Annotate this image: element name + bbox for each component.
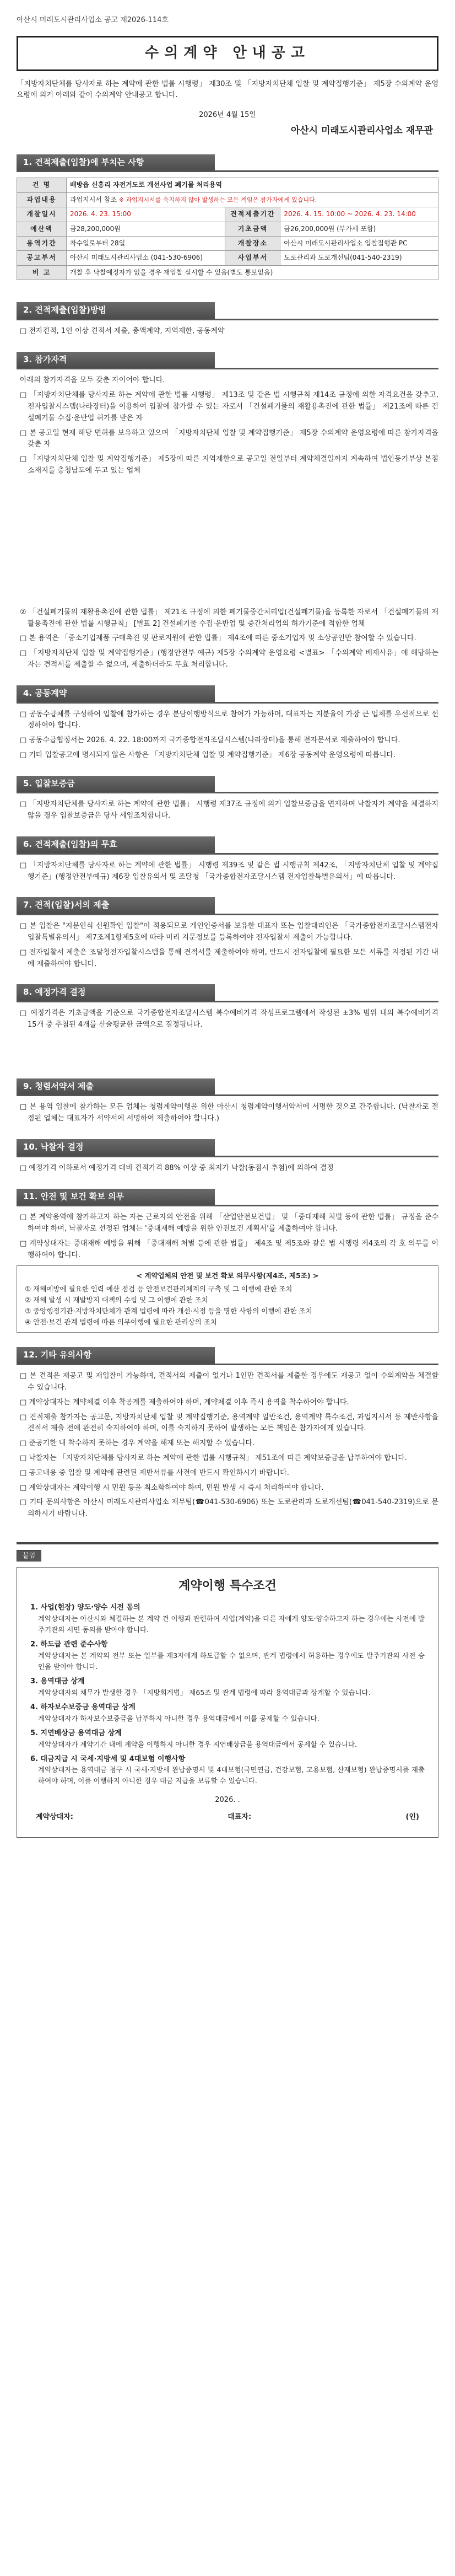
name-value: 배방읍 신흥리 자전거도로 개선사업 폐기물 처리용역 [67,178,438,192]
signature-representative: 대표자: [228,1813,252,1822]
section-3-item-6: □ 「지방자치단체 입찰 및 계약집행기준」(행정안전부 예규) 제5장 수의계약 운영요령 <별표> 「수의계약 배제사유」에 해당하는 자는 견적서를 제출할 수 없으며, 제출하더라도 무효 처리합니다. [20,649,438,669]
special-text-6: 계약상대자는 용역대금 청구 시 국세·지방세 완납증명서 및 4대보험(국민연금, 건강보험, 고용보험, 산재보험) 완납증명서를 제출하여야 하며, 이를 이행하지 아니한 경우 대금 지급을 보류할 수 있습니다. [38,1765,425,1785]
scope-value: 과업지시서 참조 [70,195,117,203]
section-10-item-1: □ 예정가격 이하로서 예정가격 대비 견적가격 88% 이상 중 최저가 낙찰(동점시 추첨)에 의하여 결정 [20,1163,334,1172]
section-rule [17,319,438,320]
section-3-item-2: □ 본 공고일 현재 해당 면허를 보유하고 있으며 「지방자치단체 입찰 및 계약집행기준」 제5장 수의계약 운영요령에 따른 참가자격을 갖춘 자 [20,428,438,449]
section-7-item-2: □ 전자입찰서 제출은 조달청전자입찰시스템을 통해 견적서를 제출하여야 하며, 반드시 전자입찰에 필요한 모든 서류를 지정된 기간 내에 제출하여야 합니다. [20,948,438,968]
special-heading-6: 6. 대금지급 시 국세·지방세 및 4대보험 이행사항 [30,1754,186,1763]
special-text-4: 계약상대자가 하자보수보증금을 납부하지 아니한 경우 용역대금에서 이를 공제할 수 있습니다. [38,1714,319,1722]
scope-cell [67,192,438,207]
section-rule [17,702,438,704]
section-12-item-5: □ 낙찰자는 「지방자치단체를 당사자로 하는 계약에 관한 법률 시행규칙」 제51조에 따른 계약보증금을 납부하여야 합니다. [20,1454,407,1463]
section-3-lead: 아래의 참가자격을 모두 갖춘 자이어야 합니다. [20,376,165,385]
section-9-item-1: □ 본 용역 입찰에 참가하는 모든 업체는 청렴계약이행을 위한 아산시 청렴계약이행서약서에 서명한 것으로 간주합니다. (낙찰자로 결정된 업체는 대표자가 서약서에 서명하여 제출하여야 합니다.) [20,1103,438,1123]
section-rule [17,1364,438,1365]
budget-label: 예산액 [17,222,67,236]
section-11-item-2: □ 계약상대자는 중대재해 예방을 위해 「중대재해 처벌 등에 관한 법률」 제4조 및 제5조와 같은 법 시행령 제4조의 각 호 의무를 이행하여야 합니다. [20,1239,438,1259]
section-6-item-1: □ 「지방자치단체를 당사자로 하는 계약에 관한 법률」 시행령 제39조 및 같은 법 시행규칙 제42조, 「지방자치단체 입찰 및 계약집행기준」(행정안전부예규) 제6장 입찰유의서 및 조달청 「국가종합전자조달시스템 전자입찰특별유의서」에 따릅니다. [20,861,438,881]
opening-label: 개찰일시 [17,207,67,222]
section-3-item-3: □ 「지방자치단체 입찰 및 계약집행기준」 제5장에 따른 지역제한으로 공고일 전일부터 계약체결일까지 계속하여 법인등기부상 본점소재지를 충청남도에 두고 있는 업체 [20,455,438,475]
blank-space [17,480,438,607]
notice-date: 2026년 4월 15일 [199,111,256,120]
section-8-item-1: □ 예정가격은 기초금액을 기준으로 국가종합전자조달시스템 복수예비가격 작성프로그램에서 작성된 ±3% 범위 내의 복수예비가격 15개 중 추첨된 4개를 산술평균한 금액으로 결정됩니다. [20,1009,438,1029]
section-5 [17,776,438,822]
intro-text: 「지방자치단체를 당사자로 하는 계약에 관한 법률 시행령」 제30조 및 「지방자치단체 입찰 및 계약집행기준」 제5장 수의계약 운영요령에 의거 아래와 같이 수의계약 안내공고 합니다. [17,79,438,100]
section-3-item-5: □ 본 용역은 「중소기업제품 구매촉진 및 판로지원에 관한 법률」 제4조에 따른 중소기업자 및 소상공인만 참여할 수 있습니다. [20,634,416,643]
scope-label: 과업내용 [17,192,67,207]
signature-line [30,1812,425,1823]
special-heading-5: 5. 지연배상금 용역대금 상계 [30,1729,122,1737]
term-value: 착수일로부터 28일 [67,236,225,250]
section-12-item-2: □ 계약상대자는 계약체결 이후 착공계를 제출하여야 하며, 계약체결 이후 즉시 용역을 착수하여야 합니다. [20,1398,349,1407]
section-4-item-3: □ 기타 입찰공고에 명시되지 않은 사항은 「지방자치단체 입찰 및 계약집행기준」 제6장 공동계약 운영요령에 따릅니다. [20,750,396,759]
dept-value: 아산시 미래도시관리사업소 (041-530-6906) [67,251,225,265]
section-rule [17,853,438,855]
contact-value: 도로관리과 도로개선팀(041-540-2319) [280,251,438,265]
doc-number: 아산시 미래도시관리사업소 공고 제2026-114호 [17,16,169,24]
special-heading-3: 3. 용역대금 상계 [30,1677,85,1686]
section-12-item-3: □ 견적제출 참가자는 공고문, 지방자치단체 입찰 및 계약집행기준, 용역계약 일반조건, 용역계약 특수조건, 과업지시서 등 제반사항을 견적서 제출 전에 완전히 숙지하여야 하며, 이를 숙지하지 못하여 발생하는 모든 책임은 참가자에게 있습니다. [20,1413,438,1433]
budget-value: 금28,200,000원 [67,222,225,236]
section-3-heading: 3. 참가자격 [17,352,215,368]
special-text-5: 계약상대자가 계약기간 내에 계약을 이행하지 아니한 경우 지연배상금을 용역대금에서 공제할 수 있습니다. [38,1740,357,1748]
section-4 [17,685,438,761]
remark-label: 비 고 [17,265,67,280]
section-5-item-1: □ 「지방자치단체를 당사자로 하는 계약에 관한 법률」 시행령 제37조 규정에 의거 입찰보증금을 면제하며 낙찰자가 계약을 체결하지 않을 경우 입찰보증금은 당사 세입조치합니다. [20,800,438,820]
dept-label: 공고부서 [17,251,67,265]
special-text-2: 계약상대자는 본 계약의 전부 또는 일부를 제3자에게 하도급할 수 없으며, 관계 법령에서 허용하는 경우에도 발주기관의 사전 승인을 받아야 합니다. [38,1651,425,1671]
special-heading-4: 4. 하자보수보증금 용역대금 상계 [30,1703,136,1711]
blank-space [17,1045,438,1078]
section-5-heading: 5. 입찰보증금 [17,776,215,792]
section-7-heading: 7. 견적(입찰)서의 제출 [17,897,215,914]
section-rule [17,914,438,915]
section-rule [17,1094,438,1096]
section-6 [17,836,438,883]
page-title: 수의계약 안내공고 [17,36,438,71]
signature-seal: (인) [405,1813,419,1822]
section-3 [17,352,438,671]
safety-duty-3: ③ 중앙행정기관·지방자치단체가 관계 법령에 따라 개선·시정 등을 명한 사항의 이행에 관한 조치 [25,1307,312,1316]
special-conditions-title: 계약이행 특수조건 [178,1579,277,1593]
special-text-1: 계약상대자는 아산시와 체결하는 본 계약 건 이행과 관련하여 사업(계약)을 다른 자에게 양도·양수하고자 하는 경우에는 사전에 발주기관의 서면 동의를 받아야 합니다. [38,1614,425,1634]
section-12-item-6: □ 공고내용 중 입찰 및 계약에 관련된 제반서류를 사전에 반드시 확인하시기 바랍니다. [20,1468,289,1477]
safety-duty-1: ① 재해예방에 필요한 인력 예산 점검 등 안전보건관리체계의 구축 및 그 이행에 관한 조치 [25,1285,292,1294]
section-10 [17,1139,438,1174]
annex-tag: 붙임 [17,1550,41,1561]
section-7 [17,897,438,970]
section-11 [17,1189,438,1333]
special-conditions-box [17,1567,438,1838]
remark-value: 개찰 후 낙찰예정자가 없을 경우 재입찰 실시할 수 있음(별도 통보없음) [67,265,438,280]
special-heading-2: 2. 하도급 관련 준수사항 [30,1640,108,1649]
special-text-3: 계약상대자의 채무가 발생한 경우 「지방회계법」 제65조 및 관계 법령에 따라 용역대금과 상계할 수 있습니다. [38,1688,371,1697]
section-7-item-1: □ 본 입찰은 "지문인식 신원확인 입찰"이 적용되므로 개인인증서를 보유한 대표자 또는 입찰대리인은 「국가종합전자조달시스템전자입찰특별유의서」 제7조제1항제5호에 따라 미리 지문정보를 등록하여야 전자입찰서 제출이 가능합니다. [20,922,438,942]
section-2-text: □ 전자견적, 1인 이상 견적서 제출, 총액계약, 지역제한, 공동계약 [20,326,225,335]
section-9 [17,1078,438,1125]
place-label: 개찰장소 [225,236,280,250]
section-3-item-1: □ 「지방자치단체를 당사자로 하는 계약에 관한 법률 시행령」 제13조 및 같은 법 시행규칙 제14조 규정에 의한 자격요건을 갖추고, 전자입찰시스템(나라장터)을 이용하여 입찰에 참가할 수 있는 자로서 「건설폐기물의 재활용촉진에 관한 법률」 제21조에 따른 건설폐기물 수집·운반업 허가를 받은 자 [20,391,438,422]
contact-label: 사업부서 [225,251,280,265]
section-9-heading: 9. 청렴서약서 제출 [17,1078,215,1095]
section-11-heading: 11. 안전 및 보건 확보 의무 [17,1189,215,1205]
section-10-heading: 10. 낙찰자 결정 [17,1139,215,1156]
base-value: 금26,200,000원 (부가세 포함) [280,222,438,236]
section-6-heading: 6. 견적제출(입찰)의 무효 [17,836,215,853]
safety-duty-2: ② 재해 발생 시 재발방지 대책의 수립 및 그 이행에 관한 조치 [25,1296,208,1305]
section-12-item-1: □ 본 견적은 재공고 및 재입찰이 가능하며, 견적서의 제출이 없거나 1인만 견적서를 제출한 경우에도 재공고 없이 수의계약을 체결할 수 있습니다. [20,1372,438,1392]
bid-info-table [17,178,438,280]
section-4-item-1: □ 공동수급체를 구성하여 입찰에 참가하는 경우 분담이행방식으로 참여가 가능하며, 대표자는 지분율이 가장 큰 업체를 우선적으로 선정하여야 합니다. [20,710,438,730]
section-8 [17,984,438,1031]
section-3-item-4: ② 「건설폐기물의 재활용촉진에 관한 법률」 제21조 규정에 의한 폐기물중간처리업(건설폐기물)을 등록한 자로서 「건설폐기물의 재활용촉진에 관한 법률 시행규칙」 [별표 2] 건설폐기물 수집·운반업 및 중간처리업의 허가기준에 적합한 업체 [20,608,438,628]
section-2 [17,302,438,337]
special-heading-1: 1. 사업(현장) 양도·양수 시전 동의 [30,1603,140,1612]
signature-contractor: 계약상대자: [36,1813,73,1822]
section-rule [17,1156,438,1157]
annex-divider [17,1542,438,1544]
section-12-item-8: □ 기타 문의사항은 아산시 미래도시관리사업소 재무팀(☎041-530-6906) 또는 도로관리과 도로개선팀(☎041-540-2319)으로 문의하시기 바랍니다. [20,1498,438,1518]
safety-duty-title: < 계약업체의 안전 및 보건 확보 의무사항(제4조, 제5조) > [136,1271,319,1280]
opening-value: 2026. 4. 23. 15:00 [67,207,225,222]
signature-date: 2026. . [215,1796,240,1805]
safety-duty-box [17,1265,438,1333]
section-4-item-2: □ 공동수급협정서는 2026. 4. 22. 18:00까지 국가종합전자조달시스템(나라장터)을 통해 전자문서로 제출하여야 합니다. [20,736,400,745]
scope-note: ※ 과업지시서를 숙지하지 않아 발생하는 모든 책임은 참가자에게 있습니다. [118,196,317,203]
section-12-heading: 12. 기타 유의사항 [17,1347,215,1364]
place-value: 아산시 미래도시관리사업소 입찰집행관 PC [280,236,438,250]
issuing-org: 아산시 미래도시관리사업소 재무관 [290,125,433,136]
safety-duty-4: ④ 안전·보건 관계 법령에 따른 의무이행에 필요한 관리상의 조치 [25,1318,217,1327]
section-12 [17,1347,438,1520]
period-label: 견적제출기간 [225,207,280,222]
section-11-item-1: □ 본 계약용역에 참가하고자 하는 자는 근로자의 안전을 위해 「산업안전보건법」 및 「중대재해 처벌 등에 관한 법률」 규정을 준수하여야 하며, 낙찰자로 선정된 업체는 '중대재해 예방을 위한 안전보건 계획서'를 제출하여야 합니다. [20,1213,438,1233]
section-12-item-7: □ 계약상대자는 계약이행 시 민원 등을 최소화하여야 하며, 민원 발생 시 즉시 처리하여야 합니다. [20,1483,324,1492]
section-2-heading: 2. 견적제출(입찰)방법 [17,302,215,319]
section-12-item-4: □ 준공기한 내 착수하지 못하는 경우 계약을 해제 또는 해지할 수 있습니다. [20,1439,255,1448]
section-4-heading: 4. 공동계약 [17,685,215,702]
term-label: 용역기간 [17,236,67,250]
section-rule [17,368,438,369]
period-value: 2026. 4. 15. 10:00 ~ 2026. 4. 23. 14:00 [280,207,438,222]
section-rule [17,170,438,172]
section-1-heading: 1. 견적제출(입찰)에 부치는 사항 [17,154,215,171]
section-rule [17,1205,438,1206]
section-rule [17,1001,438,1002]
name-label: 건 명 [17,178,67,192]
base-label: 기초금액 [225,222,280,236]
section-8-heading: 8. 예정가격 결정 [17,984,215,1001]
section-rule [17,792,438,793]
